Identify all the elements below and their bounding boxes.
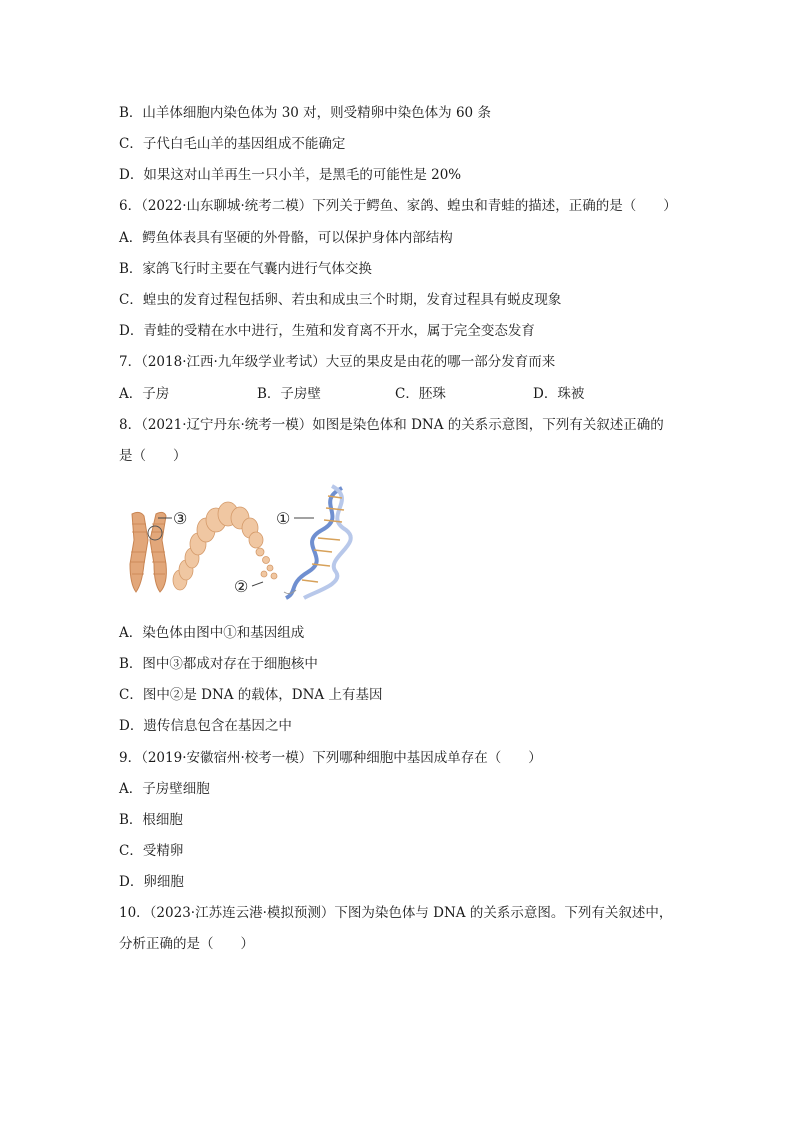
q9-option-a: A．子房壁细胞	[119, 781, 210, 797]
q8-option-c: C．图中②是 DNA 的载体，DNA 上有基因	[119, 687, 383, 703]
q9-option-d: D．卵细胞	[119, 874, 184, 890]
q7-option-c: C．胚珠	[395, 386, 446, 402]
coiled-fiber-icon	[173, 502, 277, 590]
figure-label-1: ①	[276, 509, 291, 528]
q6-option-b: B．家鸽飞行时主要在气囊内进行气体交换	[119, 261, 372, 277]
q7-option-d: D．珠被	[533, 386, 585, 402]
q5-option-b: B．山羊体细胞内染色体为 30 对，则受精卵中染色体为 60 条	[119, 105, 491, 121]
chromosome-icon	[130, 512, 172, 592]
chromosome-dna-figure	[118, 480, 358, 602]
q6-option-a: A．鳄鱼体表具有坚硬的外骨骼，可以保护身体内部结构	[119, 230, 453, 246]
q5-option-d: D．如果这对山羊再生一只小羊，是黑毛的可能性是 20%	[119, 167, 462, 183]
q8-option-a: A．染色体由图中①和基因组成	[119, 625, 305, 641]
q6-stem: 6．（2022·山东聊城·统考二模）下列关于鳄鱼、家鸽、蝗虫和青蛙的描述，正确的是（ ）	[119, 198, 677, 214]
q7-option-a: A．子房	[119, 386, 170, 402]
q9-option-c: C．受精卵	[119, 843, 184, 859]
q10-stem-line1: 10．（2023·江苏连云港·模拟预测）下图为染色体与 DNA 的关系示意图。下列有关叙述中，	[119, 905, 673, 921]
q7-option-b: B．子房壁	[257, 386, 321, 402]
chromosome-dna-diagram	[118, 480, 358, 602]
q6-option-d: D．青蛙的受精在水中进行，生殖和发育离不开水，属于完全变态发育	[119, 323, 535, 339]
figure-label-2: ②	[234, 577, 249, 596]
q9-option-b: B．根细胞	[119, 812, 183, 828]
q7-stem: 7．（2018·江西·九年级学业考试）大豆的果皮是由花的哪一部分发育而来	[119, 354, 556, 370]
q8-option-d: D．遗传信息包含在基因之中	[119, 718, 292, 734]
q8-stem-line2: 是（ ）	[119, 448, 187, 464]
q5-option-c: C．子代白毛山羊的基因组成不能确定	[119, 136, 346, 152]
q10-stem-line2: 分析正确的是（ ）	[119, 936, 254, 952]
q8-option-b: B．图中③都成对存在于细胞核中	[119, 656, 318, 672]
dna-helix-icon	[284, 486, 351, 598]
figure-label-3: ③	[173, 509, 188, 528]
q8-stem-line1: 8．（2021·辽宁丹东·统考一模）如图是染色体和 DNA 的关系示意图，下列有关叙述正确的	[119, 417, 664, 433]
q9-stem: 9．（2019·安徽宿州·校考一模）下列哪种细胞中基因成单存在（ ）	[119, 750, 542, 766]
q6-option-c: C．蝗虫的发育过程包括卵、若虫和成虫三个时期，发育过程具有蜕皮现象	[119, 292, 562, 308]
